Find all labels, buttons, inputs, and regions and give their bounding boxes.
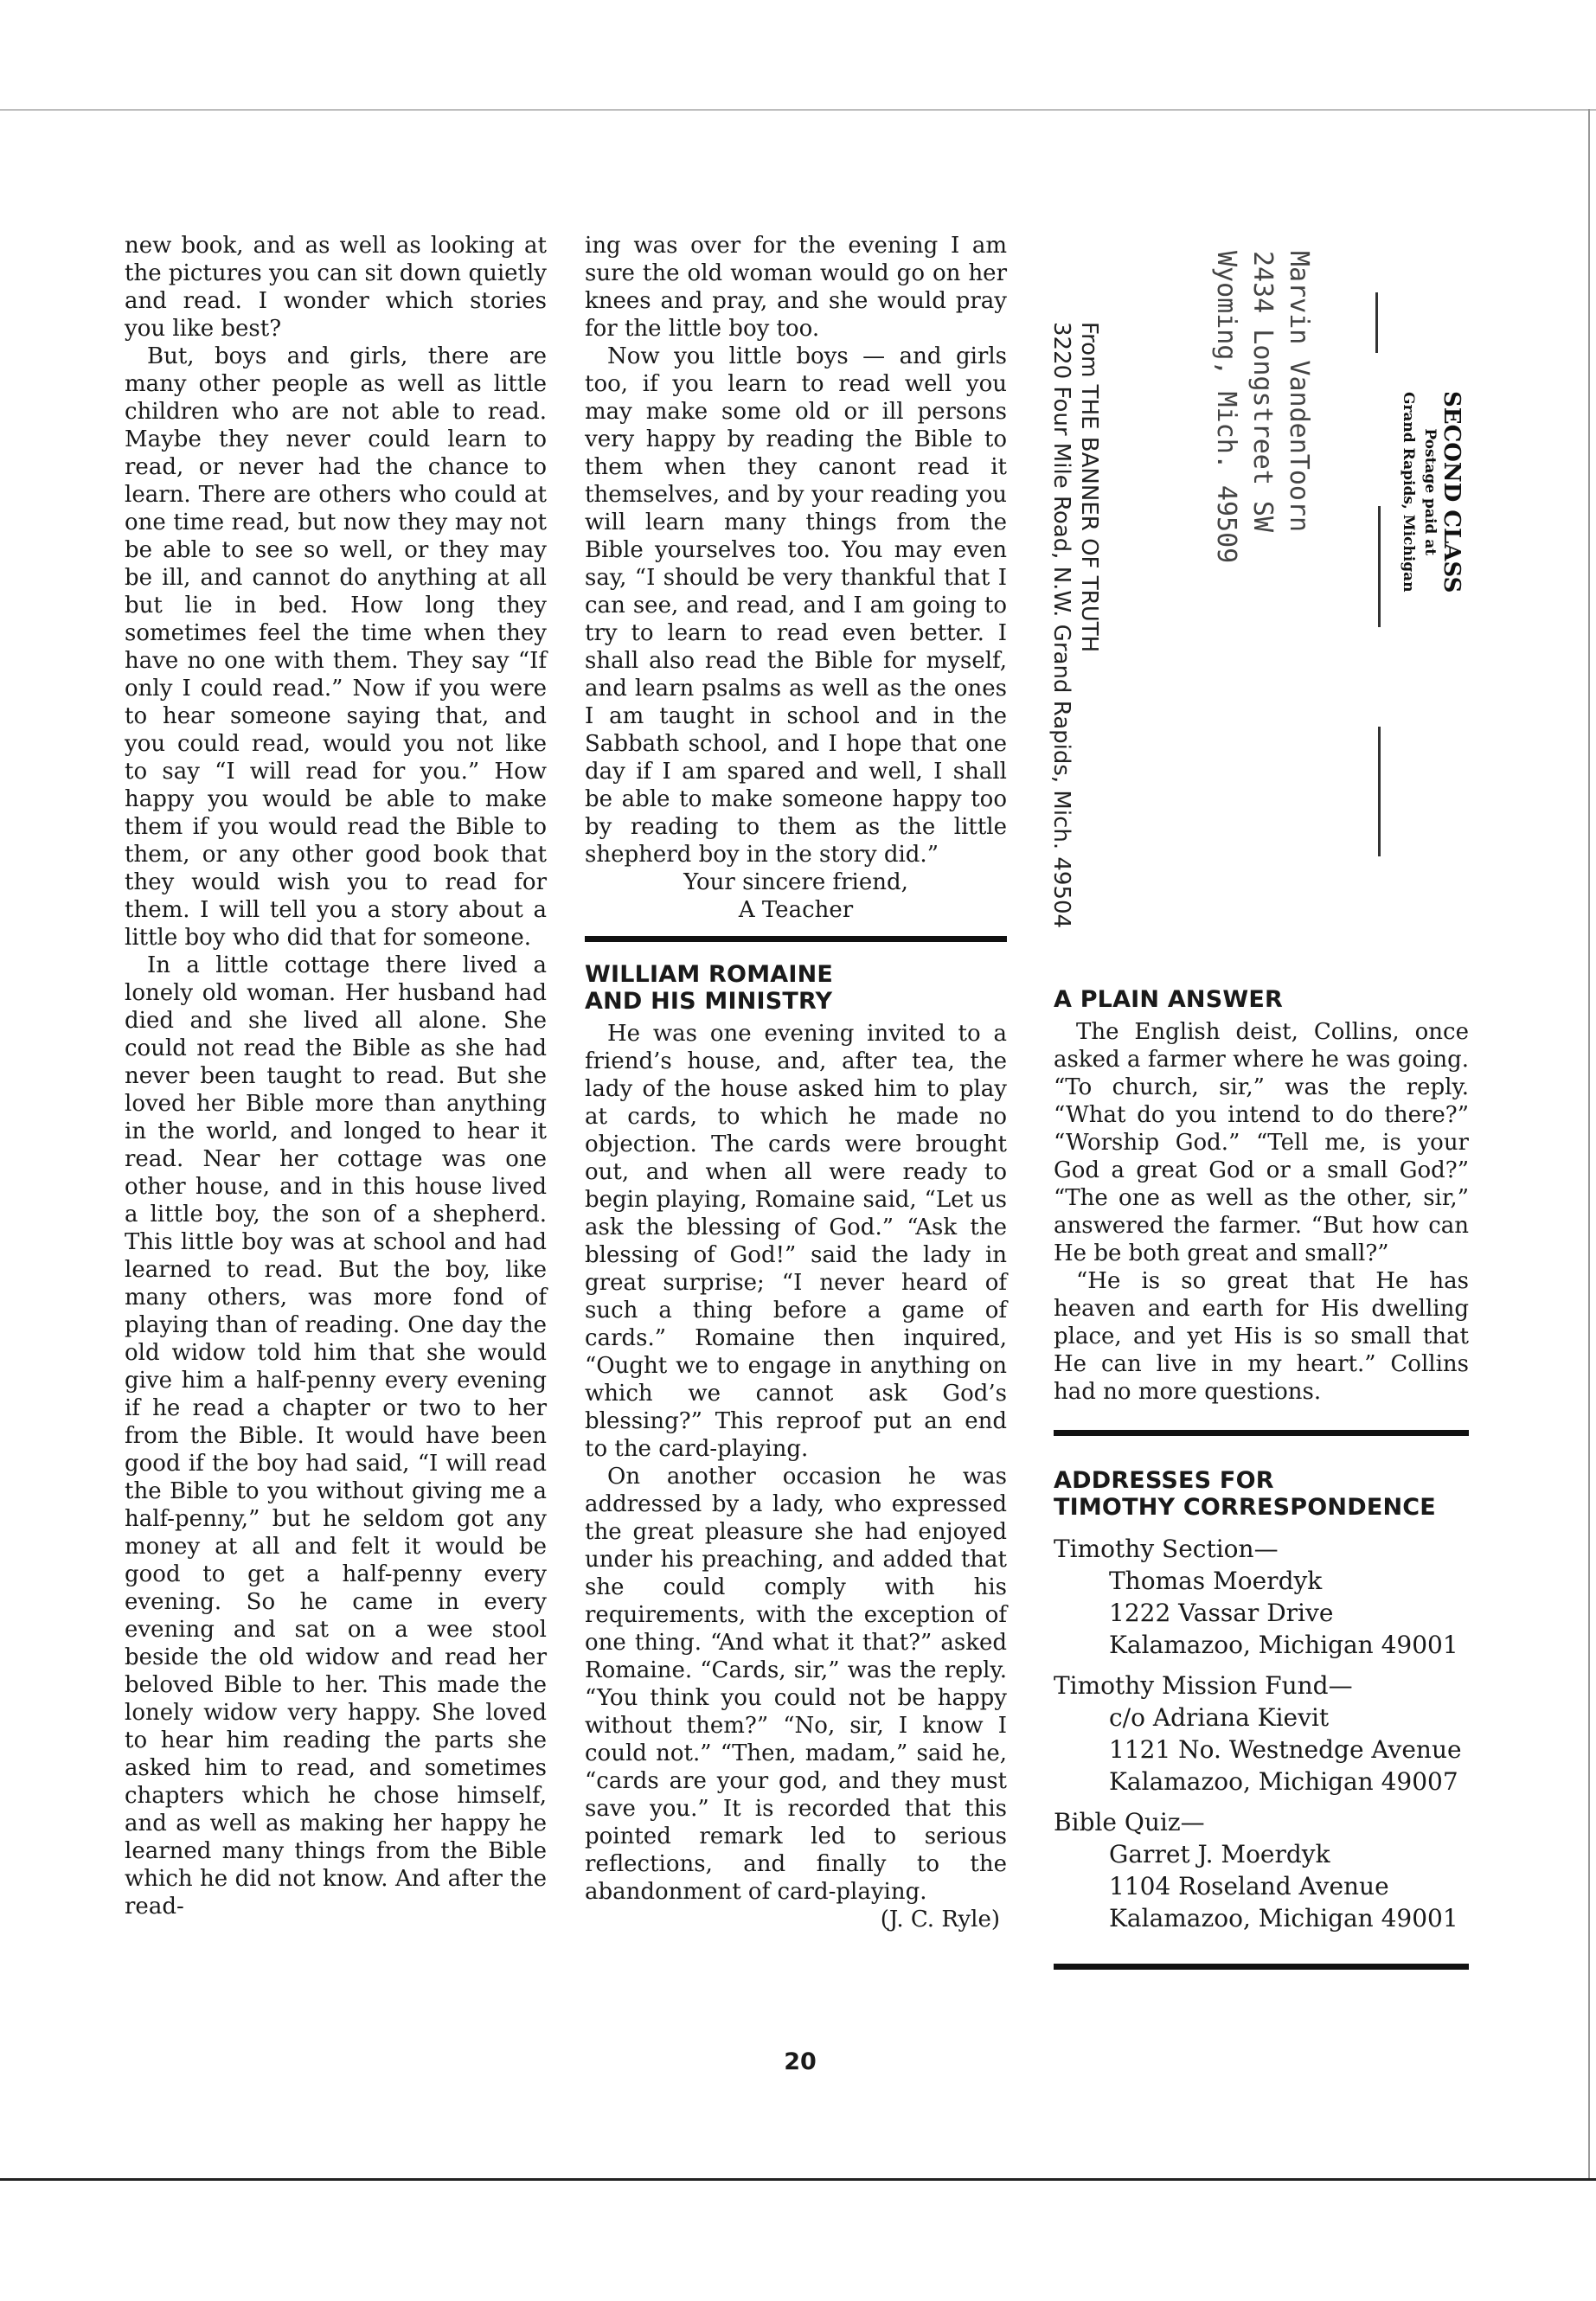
paragraph: In a little cottage there lived a lonely old woman. Her husband had died and she lived all alone. She could not read the Bible as she had never been taught to read. But she loved her Bible more than anything in the world, and longed to hear it read. Near her cottage was one other house, and in this house lived a little boy, the son of a shepherd. This little boy was at school and had learned to read. But the boy, like many others, was more fond of playing than of reading. One day the old widow told him that she would give him a half-penny every evening if he read a chapter or two to her from the Bible. It would have been good if the boy had said, “I will read the Bible to you without giving me a half-penny,” but he seldom got any money at all and felt it would be good to get a half-penny every evening. So he came in every evening and sat on a wee stool beside the old widow and read her beloved Bible to her. This made the lonely widow very happy. She loved to hear him reading the parts she asked him to read, and sometimes chapters which he chose himself, and as well as making her happy he learned many things from the Bible which he did not know. And after the read- [125, 952, 547, 1920]
signoff-author: A Teacher [738, 897, 854, 923]
section-divider [1054, 1430, 1469, 1436]
column-1 [125, 232, 547, 1920]
label-mark [1378, 727, 1381, 856]
right-page-edge [1588, 109, 1590, 2180]
return-address-line2: 3220 Four Mile Road, N.W. Grand Rapids, Mich. 49504 [1048, 322, 1074, 929]
paragraph: “He is so great that He has heaven and earth for His dwelling place, and yet His is so small that He can live in my heart.” Collins had no more questions. [1054, 1268, 1469, 1405]
address-section-heading: Timothy Section— [1054, 1535, 1279, 1563]
address-line: Garret J. Moerdyk [1109, 1840, 1330, 1868]
label-mark [1375, 292, 1378, 353]
addressee-name: Marvin VandenToorn [1284, 251, 1314, 533]
signoff-line: Your sincere friend, [683, 869, 908, 895]
section-divider [585, 936, 1007, 942]
postage-paid: Postage paid at [1421, 428, 1439, 556]
address-line: 1104 Roseland Avenue [1109, 1872, 1389, 1900]
paragraph: But, boys and girls, there are many other people as well as little children who are not able to read. Maybe they never could learn to read, or never had the chance to learn. There are others who could at one time read, but now they may not be able to see so well, or they may be ill, and cannot do anything at all but lie in bed. How long they sometimes feel the time when they have no one with them. They say “If only I could read.” Now if you were to hear someone saying that, and you could read, would you not like to say “I will read for you.” How happy you would be able to make them if you would read the Bible to them, or any other good book that they would wish you to read for them. I will tell you a story about a little boy who did that for someone. [125, 343, 547, 951]
section-divider [1054, 1964, 1469, 1970]
address-line: 1222 Vassar Drive [1109, 1599, 1334, 1627]
postage-city: Grand Rapids, Michigan [1400, 391, 1417, 593]
paragraph: The English deist, Collins, once asked a farmer where he was going. “To church, sir,” was the reply. “What do you intend to do there?” “Worship God.” “Tell me, is your God a great God or a small God?” “The one as well as the other, sir,” answered the farmer. “But how can He be both great and small?” [1054, 1019, 1469, 1266]
citation: (J. C. Ryle) [880, 1907, 1000, 1932]
paragraph: He was one evening invited to a friend’s house, and, after tea, the lady of the house asked him to play at cards, to which he made no objection. The cards were brought out, and when all were ready to begin playing, Romaine said, “Let us ask the blessing of God.” “Ask the blessing of God!” said the lady in great surprise; “I never heard of such a thing before a game of cards.” Romaine then inquired, “Ought we to engage in anything on which we cannot ask God’s blessing?” This reproof put an end to the card-playing. [585, 1021, 1007, 1462]
address-line: 1121 No. Westnedge Avenue [1109, 1735, 1462, 1764]
address-line: Kalamazoo, Michigan 49001 [1109, 1631, 1458, 1659]
postage-indicia [1397, 391, 1465, 593]
addresses-title-line2: TIMOTHY CORRESPONDENCE [1054, 1494, 1436, 1521]
addresses-title-line1: ADDRESSES FOR [1054, 1467, 1274, 1494]
address-line: Kalamazoo, Michigan 49001 [1109, 1904, 1458, 1932]
mailing-label [1208, 251, 1317, 563]
label-mark [1378, 506, 1381, 627]
column-2 [585, 232, 1007, 1933]
addressee-street: 2434 Longstreet SW [1247, 251, 1278, 533]
bottom-page-edge [0, 2178, 1596, 2181]
addresses-heading [1054, 1467, 1469, 1521]
paragraph: Now you little boys — and girls too, if you learn to read well you may make some old or ill persons very happy by reading the Bible to them when they canont read it themselves, and by your reading you will learn many things from the Bible yourselves too. You may even say, “I should be very thankful that I can see, and read, and I am going to try to learn to read even better. I shall also read the Bible for myself, and learn psalms as well as the ones I am taught in school and in the Sabbath school, and I hope that one day if I am spared and well, I shall be able to make someone happy too by reading to them as the little shepherd boy in the story did.” [585, 343, 1007, 868]
paragraph: new book, and as well as looking at the pictures you can sit down quietly and read. I wonder which stories you like best? [125, 233, 547, 342]
postage-class: SECOND CLASS [1439, 391, 1465, 593]
address-section-heading: Bible Quiz— [1054, 1808, 1205, 1836]
paragraph: ing was over for the evening I am sure the old woman would go on her knees and pray, and she would pray for the little boy too. [585, 233, 1007, 342]
return-address [1048, 322, 1103, 928]
address-list [1054, 1533, 1469, 1934]
address-line: Kalamazoo, Michigan 49007 [1109, 1767, 1458, 1796]
romaine-heading [585, 961, 1007, 1015]
address-line: Thomas Moerdyk [1109, 1567, 1323, 1595]
address-line: c/o Adriana Kievit [1109, 1703, 1330, 1732]
return-address-line1: From THE BANNER OF TRUTH [1076, 322, 1102, 653]
plain-answer-heading: A PLAIN ANSWER [1054, 986, 1283, 1013]
romaine-title-line1: WILLIAM ROMAINE [585, 961, 834, 988]
address-section-heading: Timothy Mission Fund— [1054, 1671, 1353, 1700]
top-page-edge [0, 109, 1596, 111]
paragraph: On another occasion he was addressed by a lady, who expressed the great pleasure she had enjoyed under his preaching, and added that she could comply with his requirements, with the exception of one thing. “And what it that?” asked Romaine. “Cards, sir,” was the reply. “You think you could not be happy without them?” “No, sir, I know I could not.” “Then, madam,” said he, “cards are your god, and they must save you.” It is recorded that this pointed remark led to serious reflections, and finally to the abandonment of card-playing. [585, 1464, 1007, 1905]
column-3 [1054, 986, 1469, 1989]
romaine-title-line2: AND HIS MINISTRY [585, 988, 833, 1015]
addressee-city: Wyoming, Mich. 49509 [1211, 251, 1241, 564]
page-number: 20 [784, 2048, 817, 2075]
